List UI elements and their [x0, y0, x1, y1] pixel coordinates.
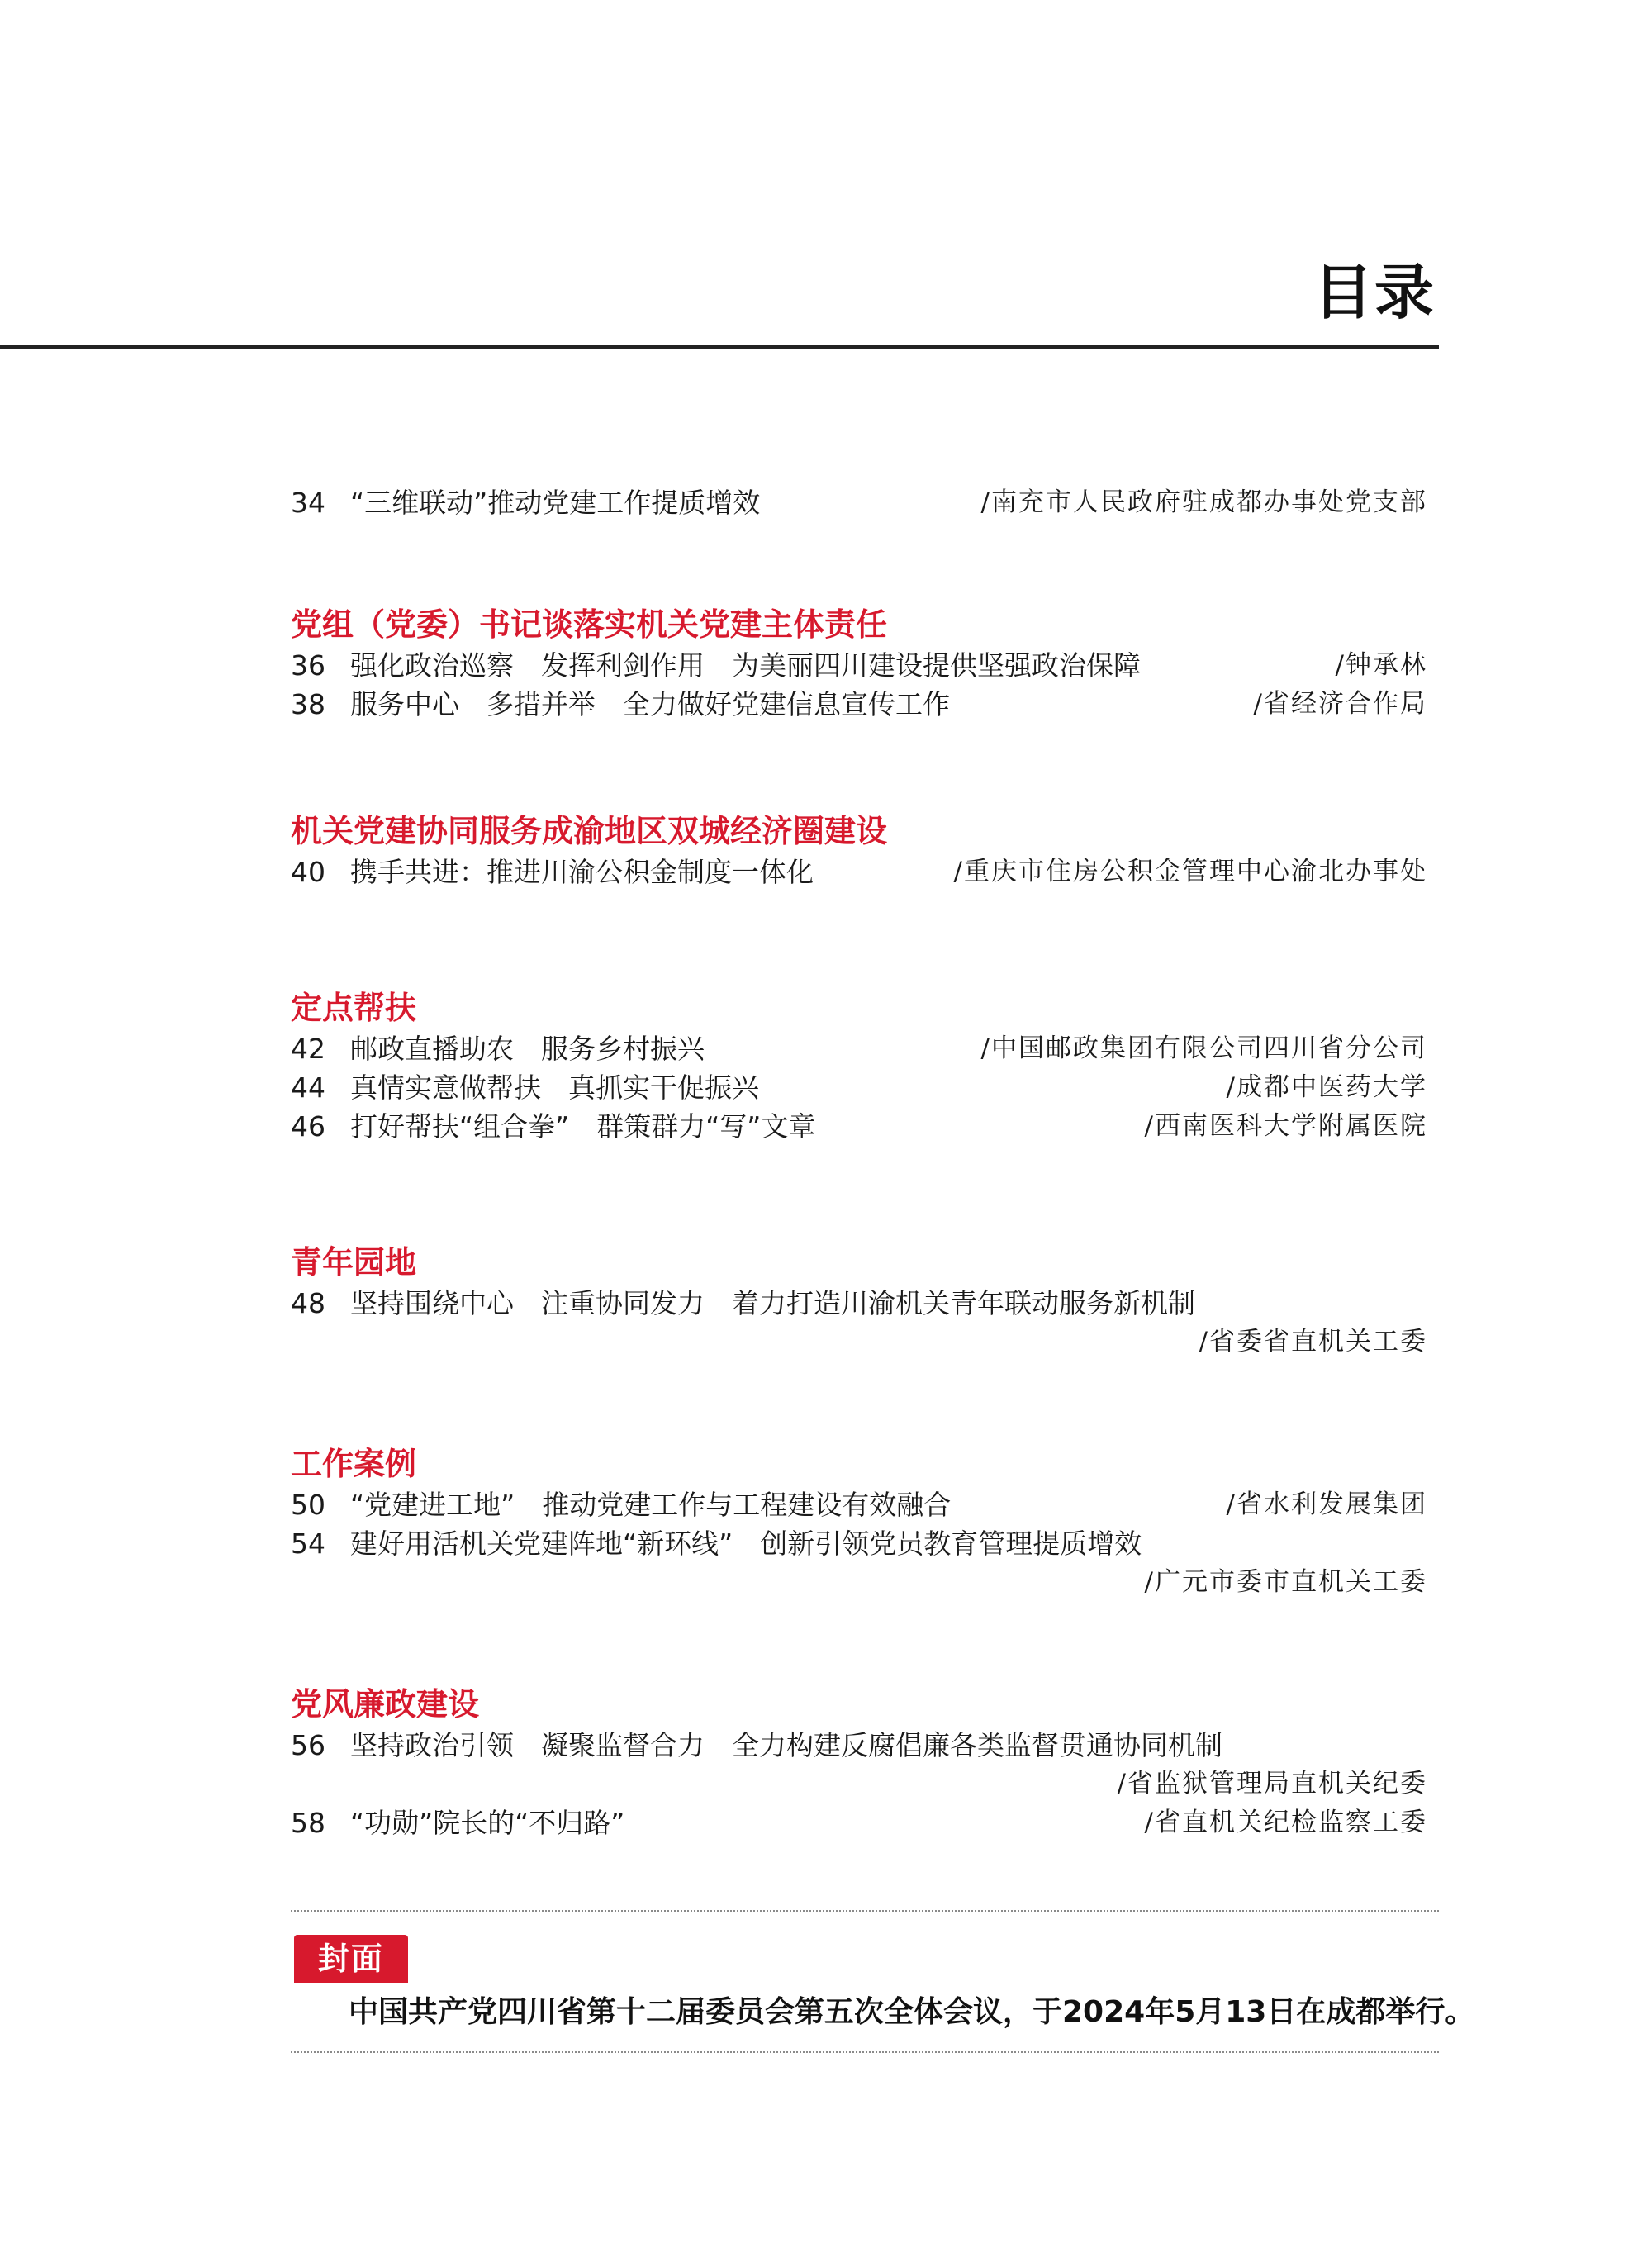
- article-source: /南充市人民政府驻成都办事处党支部: [980, 487, 1427, 517]
- article-title: 邮政直播助农 服务乡村振兴: [350, 1033, 705, 1065]
- cover-badge: 封面: [294, 1935, 408, 1983]
- toc-section-cases: [291, 1442, 1439, 1602]
- cover-caption: 中国共产党四川省第十二届委员会第五次全体会议，于2024年5月13日在成都举行。: [349, 1995, 1475, 2029]
- toc-entry-56[interactable]: [291, 1726, 1439, 1765]
- toc-entry-38[interactable]: [291, 685, 1439, 724]
- section-heading: 党风廉政建设: [291, 1686, 480, 1722]
- toc-entry-50[interactable]: [291, 1485, 1439, 1524]
- toc-section-chengyu: [291, 810, 1439, 891]
- page-number: 58: [291, 1807, 325, 1839]
- page-number: 44: [291, 1071, 325, 1104]
- page-number: 42: [291, 1033, 325, 1065]
- article-source: /重庆市住房公积金管理中心渝北办事处: [953, 857, 1427, 886]
- article-title: “三维联动”推动党建工作提质增效: [350, 487, 761, 519]
- article-source: /省监狱管理局直机关纪委: [1117, 1769, 1427, 1798]
- article-source: /钟承林: [1335, 650, 1427, 680]
- article-title: 坚持围绕中心 注重协同发力 着力打造川渝机关青年联动服务新机制: [350, 1287, 1195, 1319]
- page-number: 36: [291, 649, 325, 682]
- page-number: 54: [291, 1528, 325, 1560]
- page-number: 46: [291, 1110, 325, 1143]
- toc-entry-54[interactable]: [291, 1524, 1439, 1563]
- toc-entry-42[interactable]: [291, 1029, 1439, 1068]
- cover-divider-top: [291, 1910, 1439, 1912]
- article-source: /省水利发展集团: [1226, 1490, 1427, 1519]
- article-source: /中国邮政集团有限公司四川省分公司: [980, 1033, 1427, 1063]
- section-heading: 定点帮扶: [291, 990, 417, 1026]
- cover-divider-bottom: [291, 2051, 1439, 2053]
- page-number: 56: [291, 1729, 325, 1761]
- article-source: /西南医科大学附属医院: [1144, 1111, 1427, 1141]
- section-heading: 机关党建协同服务成渝地区双城经济圈建设: [291, 813, 888, 849]
- toc-entry-44[interactable]: [291, 1068, 1439, 1107]
- toc-entry-40[interactable]: [291, 853, 1439, 891]
- page-number: 38: [291, 688, 325, 720]
- article-source: /省直机关纪检监察工委: [1144, 1808, 1427, 1837]
- page-number: 34: [291, 487, 325, 519]
- toc-entry-46[interactable]: [291, 1107, 1439, 1146]
- article-source: /省委省直机关工委: [1199, 1327, 1427, 1357]
- table-of-contents: [291, 483, 1439, 1842]
- toc-section-secretary: [291, 603, 1439, 724]
- page-number: 50: [291, 1489, 325, 1521]
- article-source: /成都中医药大学: [1226, 1072, 1427, 1102]
- page-title: 目录: [1313, 258, 1436, 327]
- title-rule-thick: [0, 345, 1439, 349]
- section-heading: 青年园地: [291, 1244, 417, 1281]
- toc-entry-36[interactable]: [291, 646, 1439, 685]
- article-title: 携手共进：推进川渝公积金制度一体化: [350, 856, 814, 888]
- toc-entry-48[interactable]: [291, 1284, 1439, 1323]
- article-source: /省经济合作局: [1253, 689, 1427, 719]
- toc-entry-54-source-line: [291, 1563, 1439, 1602]
- section-heading: 党组（党委）书记谈落实机关党建主体责任: [291, 606, 888, 643]
- article-title: 强化政治巡察 发挥利剑作用 为美丽四川建设提供坚强政治保障: [350, 649, 1141, 682]
- toc-entry-48-source-line: [291, 1323, 1439, 1361]
- section-heading: 工作案例: [291, 1446, 417, 1482]
- page-number: 48: [291, 1287, 325, 1319]
- article-title: 服务中心 多措并举 全力做好党建信息宣传工作: [350, 688, 950, 720]
- toc-section-youth: [291, 1241, 1439, 1361]
- page-number: 40: [291, 856, 325, 888]
- article-title: “功勋”院长的“不归路”: [350, 1807, 625, 1839]
- toc-entry-58[interactable]: [291, 1803, 1439, 1842]
- article-title: 坚持政治引领 凝聚监督合力 全力构建反腐倡廉各类监督贯通协同机制: [350, 1729, 1222, 1761]
- article-title: 真情实意做帮扶 真抓实干促振兴: [350, 1071, 759, 1104]
- toc-section-integrity: [291, 1683, 1439, 1842]
- article-title: 建好用活机关党建阵地“新环线” 创新引领党员教育管理提质增效: [350, 1528, 1142, 1560]
- article-title: “党建进工地” 推动党建工作与工程建设有效融合: [350, 1489, 952, 1521]
- article-source: /广元市委市直机关工委: [1144, 1567, 1427, 1597]
- article-title: 打好帮扶“组合拳” 群策群力“写”文章: [350, 1110, 816, 1143]
- toc-entry-34[interactable]: [291, 483, 1439, 522]
- toc-section-assistance: [291, 986, 1439, 1146]
- toc-entry-56-source-line: [291, 1765, 1439, 1803]
